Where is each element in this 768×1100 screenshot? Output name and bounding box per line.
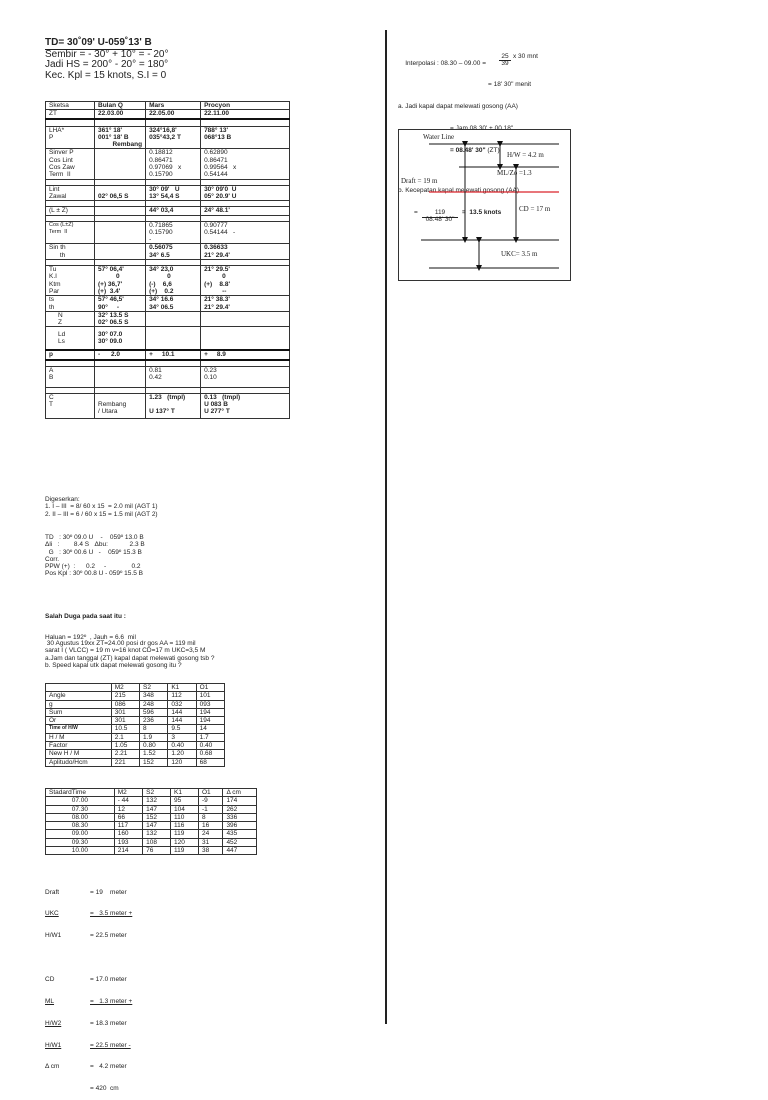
table-cell: -9 xyxy=(198,797,222,805)
table-cell: 221 xyxy=(111,758,139,766)
cell: + 10.1 xyxy=(146,350,201,359)
table-row xyxy=(46,758,225,766)
table-cell: Angle xyxy=(46,692,112,700)
table-cell: 8 xyxy=(198,813,222,821)
table-cell: 8 xyxy=(140,725,168,733)
table-cell: 07.00 xyxy=(46,797,115,805)
table-cell: 112 xyxy=(168,692,196,700)
table-cell: 132 xyxy=(143,830,171,838)
calc-line: H/W1 = 22.5 meter - xyxy=(45,1041,131,1049)
cell: 21° 38.3' 21° 29.4' xyxy=(201,296,290,312)
table-cell: 9.5 xyxy=(168,725,196,733)
table-cell: 0.80 xyxy=(140,742,168,750)
table-cell: 152 xyxy=(140,758,168,766)
table-cell: 147 xyxy=(143,805,171,813)
problem-statement: 30 Agustus 19xx ZT=24.00 posi dr gos AA = 119 mil sarat I ( VLCC) = 19 m v=16 knot CD=17 m UKC=3,5 M a.Jam dan tanggal (ZT) kapal dapat melewati gosong tsb ? b. Speed kapal utk dapat melewati gosong itu ? xyxy=(45,640,215,669)
cell xyxy=(95,244,146,260)
frac-suffix: x 30 mnt xyxy=(513,52,538,60)
table-cell: 120 xyxy=(171,838,199,846)
table-cell: -1 xyxy=(198,805,222,813)
calc-line: Draft = 19 meter xyxy=(45,888,127,896)
table-cell: 68 xyxy=(196,758,224,766)
table-cell: 31 xyxy=(198,838,222,846)
answer-b-result: = 13.5 knots xyxy=(462,209,502,217)
cell: 34° 23,0 0 (-) 6,6 (+) 0.2 xyxy=(146,266,201,296)
cell: 22.03.00 xyxy=(95,110,146,119)
table-cell: 119 xyxy=(171,847,199,855)
table-cell: 144 xyxy=(168,717,196,725)
table-row xyxy=(46,221,290,244)
table-cell: 0.40 xyxy=(168,742,196,750)
table-row xyxy=(46,797,257,805)
table-row xyxy=(46,838,257,846)
cell: 0.36633 21° 29.4' xyxy=(201,244,290,260)
table-cell: 101 xyxy=(196,692,224,700)
column-divider xyxy=(385,30,387,1024)
frac-den: 39 xyxy=(501,59,509,67)
cell: 22.11.00 xyxy=(201,110,290,119)
hs-line: Jadi HS = 200° - 20° = 180° xyxy=(45,59,169,70)
ukc-label: UKC= 3.5 m xyxy=(501,250,538,258)
table-cell: 174 xyxy=(223,797,257,805)
table-row xyxy=(46,847,257,855)
position-calc: TD : 30º 09.0 U - 059º 13.0 B Δli : 8.4 S Δbu: 2.3 B G : 30º 00.6 U - 059º 15.3 B Corr. PPW (+) : 0.2 - 0.2 Pos Kpl : 30º 00.8 U - 059º 15.5 B xyxy=(45,534,145,578)
table-row xyxy=(46,296,290,312)
cell: 0.90777 0.54144 - xyxy=(201,221,290,244)
cell: 30° 09'0 U 05° 20.9' U xyxy=(201,185,290,201)
cell: Sketsa xyxy=(46,102,95,110)
cell: 1.23 (tmpl) U 137° T xyxy=(146,393,201,418)
answer-b-den: 08.48' 30" xyxy=(425,216,455,224)
interp-label: Interpolasi : 08.30 – 09.00 = xyxy=(405,59,487,67)
cell: - 2.0 xyxy=(95,350,146,359)
table-row xyxy=(46,725,225,733)
table-cell: Or xyxy=(46,717,112,725)
table-cell: 08.30 xyxy=(46,822,115,830)
table-cell: 10.5 xyxy=(111,725,139,733)
table-cell: 144 xyxy=(168,708,196,716)
table-row xyxy=(46,733,225,741)
table-cell: 38 xyxy=(198,847,222,855)
cell: Lint Zawal xyxy=(46,185,95,201)
cell: 22.05.00 xyxy=(146,110,201,119)
shift-notes: Digeserkan: 1. I – III = 8/ 60 x 15 = 2.0 mil (AGT 1) 2. II – III = 6 / 60 x 15 = 1.5 mil (AGT 2) xyxy=(45,496,158,518)
table-row xyxy=(46,244,290,260)
table-cell: 116 xyxy=(171,822,199,830)
table-cell: 76 xyxy=(143,847,171,855)
cell xyxy=(201,311,290,327)
sembir-line: Sembir = - 30° + 10° = - 20° xyxy=(45,48,169,60)
table-row xyxy=(46,393,290,418)
table-row xyxy=(46,822,257,830)
mlzo-label: ML/Zo =1.3 xyxy=(497,169,532,177)
table-cell: New H / M xyxy=(46,750,112,758)
table-cell: - 44 xyxy=(114,797,142,805)
table-cell: M2 xyxy=(111,684,139,692)
cell: Ld Ls xyxy=(46,327,95,351)
table-cell: 1.52 xyxy=(140,750,168,758)
table-cell: 0.40 xyxy=(196,742,224,750)
table-row xyxy=(46,185,290,201)
cell: N Z xyxy=(46,311,95,327)
cell: 44° 03,4 xyxy=(146,207,201,215)
table-cell: 119 xyxy=(171,830,199,838)
cell: Sinver P Cos Lint Cos Zaw Term II xyxy=(46,149,95,179)
hw-label: H/W = 4.2 m xyxy=(507,151,544,159)
cell: 24° 48.1' xyxy=(201,207,290,215)
table-cell: 1.20 xyxy=(168,750,196,758)
table-row xyxy=(46,311,290,327)
cell: Rembang / Utara xyxy=(95,393,146,418)
answer-b-num: 119 xyxy=(422,209,458,217)
table-row xyxy=(46,350,290,359)
table-cell: 396 xyxy=(223,822,257,830)
table-row xyxy=(46,717,225,725)
calc-line: = 420 cm xyxy=(90,1085,119,1093)
table-row xyxy=(46,126,290,149)
interp-result: = 18' 30" menit xyxy=(488,81,532,89)
table-cell: 301 xyxy=(111,708,139,716)
cell xyxy=(95,207,146,215)
table-cell: 147 xyxy=(143,822,171,830)
table-cell: 95 xyxy=(171,797,199,805)
tide-constituents-table xyxy=(45,683,225,767)
cell: Bulan Q xyxy=(95,102,146,110)
table-cell: 248 xyxy=(140,700,168,708)
table-row xyxy=(46,207,290,215)
tide-diagram xyxy=(398,129,571,281)
cell: 0.71865 0.15790 - xyxy=(146,221,201,244)
table-row xyxy=(46,149,290,179)
table-cell: O1 xyxy=(198,789,222,797)
table-cell: Time of H/W xyxy=(46,725,112,733)
tide-height-table xyxy=(45,788,257,855)
table-cell: S2 xyxy=(140,684,168,692)
cell: Cos (L±Z) Term II xyxy=(46,221,95,244)
cell: + 8.9 xyxy=(201,350,290,359)
cell: Tu K.I Ktm Par xyxy=(46,266,95,296)
table-cell: K1 xyxy=(168,684,196,692)
frac-num: 25 xyxy=(499,53,511,61)
table-cell: 12 xyxy=(114,805,142,813)
table-cell: Sum xyxy=(46,708,112,716)
draft-label: Draft = 19 m xyxy=(401,177,438,185)
table-cell: 160 xyxy=(114,830,142,838)
table-row xyxy=(46,684,225,692)
table-cell: 1.9 xyxy=(140,733,168,741)
table-cell: 14 xyxy=(196,725,224,733)
table-cell: 2.1 xyxy=(111,733,139,741)
table-cell: H / M xyxy=(46,733,112,741)
table-row xyxy=(46,366,290,387)
table-cell: 348 xyxy=(140,692,168,700)
table-row xyxy=(46,813,257,821)
table-row xyxy=(46,805,257,813)
table-cell: 104 xyxy=(171,805,199,813)
table-cell: 194 xyxy=(196,708,224,716)
calc-line: H/W2 = 18.3 meter xyxy=(45,1019,127,1027)
table-cell: StadardTime xyxy=(46,789,115,797)
cell: 30° 09' U 13° 54,4 S xyxy=(146,185,201,201)
table-cell: 117 xyxy=(114,822,142,830)
table-row xyxy=(46,700,225,708)
cell: 30° 07.0 30° 09.0 xyxy=(95,327,146,351)
cd-label: CD = 17 m xyxy=(519,205,551,213)
table-cell: 3 xyxy=(168,733,196,741)
cell: 0.56075 34° 6.5 xyxy=(146,244,201,260)
cell: 361° 18' 001° 18' B Rembang xyxy=(95,126,146,149)
table-cell: Δ cm xyxy=(223,789,257,797)
answer-a-title: a. Jadi kapal dapat melewati gosong (AA) xyxy=(398,103,518,111)
calc-line: H/W1 = 22.5 meter xyxy=(45,932,127,940)
table-row xyxy=(46,110,290,119)
header-block xyxy=(45,38,168,81)
table-cell: K1 xyxy=(171,789,199,797)
table-cell: 032 xyxy=(168,700,196,708)
cell: 57° 06,4' 0 (+) 36,7' (+) 3.4' xyxy=(95,266,146,296)
table-row xyxy=(46,692,225,700)
astro-calc-table xyxy=(45,101,290,419)
table-cell: 16 xyxy=(198,822,222,830)
cell: A B xyxy=(46,366,95,387)
table-cell: 07.30 xyxy=(46,805,115,813)
cell xyxy=(146,327,201,351)
table-cell: S2 xyxy=(143,789,171,797)
draft-calc xyxy=(45,874,132,1100)
cell: 788° 13' 068°13 B xyxy=(201,126,290,149)
table-cell: 596 xyxy=(140,708,168,716)
cell: Procyon xyxy=(201,102,290,110)
table-cell: 1.05 xyxy=(111,742,139,750)
table-cell: 215 xyxy=(111,692,139,700)
table-row xyxy=(46,742,225,750)
table-cell: 09.30 xyxy=(46,838,115,846)
speed-line: Kec. Kpl = 15 knots, S.I = 0 xyxy=(45,69,167,81)
table-row xyxy=(46,708,225,716)
table-cell: 120 xyxy=(168,758,196,766)
cell: 34° 16.6 34° 06.5 xyxy=(146,296,201,312)
table-cell: 152 xyxy=(143,813,171,821)
table-cell: 336 xyxy=(223,813,257,821)
table-cell: 214 xyxy=(114,847,142,855)
answer-b-title: b. Kecepatan kapal melewati gosong (AA) xyxy=(398,187,520,195)
table-cell: 236 xyxy=(140,717,168,725)
answer-b-eq: = xyxy=(414,209,418,217)
cell: 0.18812 0.86471 0.97069 x 0.15790 xyxy=(146,149,201,179)
cell: ZT xyxy=(46,110,95,119)
calc-line: ML = 1.3 meter + xyxy=(45,997,133,1005)
table-cell: 194 xyxy=(196,717,224,725)
table-cell: 09.00 xyxy=(46,830,115,838)
table-row xyxy=(46,102,290,110)
cell xyxy=(201,327,290,351)
error-body: Haluan = 192º , Jauh = 6.6 mil xyxy=(45,634,136,642)
calc-line: CD = 17.0 meter xyxy=(45,975,127,983)
position-title: TD= 30˚09' U-059˚13' B xyxy=(45,37,152,48)
table-cell: 452 xyxy=(223,838,257,846)
table-cell: 1.7 xyxy=(196,733,224,741)
table-cell: Factor xyxy=(46,742,112,750)
table-row xyxy=(46,327,290,351)
table-cell: M2 xyxy=(114,789,142,797)
table-cell: 10.00 xyxy=(46,847,115,855)
cell xyxy=(95,366,146,387)
table-cell: 301 xyxy=(111,717,139,725)
table-row xyxy=(46,266,290,296)
table-cell: Aplitudo/Hcm xyxy=(46,758,112,766)
cell: 0.13 (tmpl) U 083 B U 277° T xyxy=(201,393,290,418)
cell xyxy=(95,149,146,179)
table-cell: O1 xyxy=(196,684,224,692)
table-cell: 193 xyxy=(114,838,142,846)
table-cell: 447 xyxy=(223,847,257,855)
cell: 0.62890 0.86471 0.99564 x 0.54144 xyxy=(201,149,290,179)
table-cell: g xyxy=(46,700,112,708)
table-cell: 262 xyxy=(223,805,257,813)
cell xyxy=(95,221,146,244)
cell: p xyxy=(46,350,95,359)
cell: Mars xyxy=(146,102,201,110)
error-title: Salah Duga pada saat itu : xyxy=(45,612,126,620)
cell: 57° 46,5' 90° - xyxy=(95,296,146,312)
calc-line: Δ cm = 4.2 meter xyxy=(45,1063,127,1071)
table-cell: 110 xyxy=(171,813,199,821)
answer-a-calc: = Jam 08.30' + 00.18" xyxy=(450,124,514,132)
cell: LHA* P xyxy=(46,126,95,149)
table-cell: 08.00 xyxy=(46,813,115,821)
table-cell: 093 xyxy=(196,700,224,708)
table-cell: 0.68 xyxy=(196,750,224,758)
table-cell xyxy=(46,684,112,692)
cell: (L ± Z) xyxy=(46,207,95,215)
calc-line: UKC = 3.5 meter + xyxy=(45,910,133,918)
cell: C T xyxy=(46,393,95,418)
cell: 324°16,8' 035°43,2 T xyxy=(146,126,201,149)
table-cell: 2.21 xyxy=(111,750,139,758)
table-row xyxy=(46,789,257,797)
cell xyxy=(146,311,201,327)
table-cell: 108 xyxy=(143,838,171,846)
cell: ts th xyxy=(46,296,95,312)
table-cell: 24 xyxy=(198,830,222,838)
table-cell: 132 xyxy=(143,797,171,805)
table-cell: 66 xyxy=(114,813,142,821)
cell: 02° 06,5 S xyxy=(95,185,146,201)
answer-a-suffix: (ZT) xyxy=(485,146,500,154)
table-cell: 435 xyxy=(223,830,257,838)
cell: 21° 29.5' 0 (+) 8.8' -- xyxy=(201,266,290,296)
cell: 0.23 0.10 xyxy=(201,366,290,387)
table-row xyxy=(46,750,225,758)
cell: 0.81 0.42 xyxy=(146,366,201,387)
water-line-label: Water Line xyxy=(423,133,455,141)
cell: 32° 13.5 S 02° 06.5 S xyxy=(95,311,146,327)
cell: Sin th th xyxy=(46,244,95,260)
table-cell: 086 xyxy=(111,700,139,708)
table-row xyxy=(46,830,257,838)
answer-a-result: = 08.48' 30" xyxy=(450,146,486,154)
